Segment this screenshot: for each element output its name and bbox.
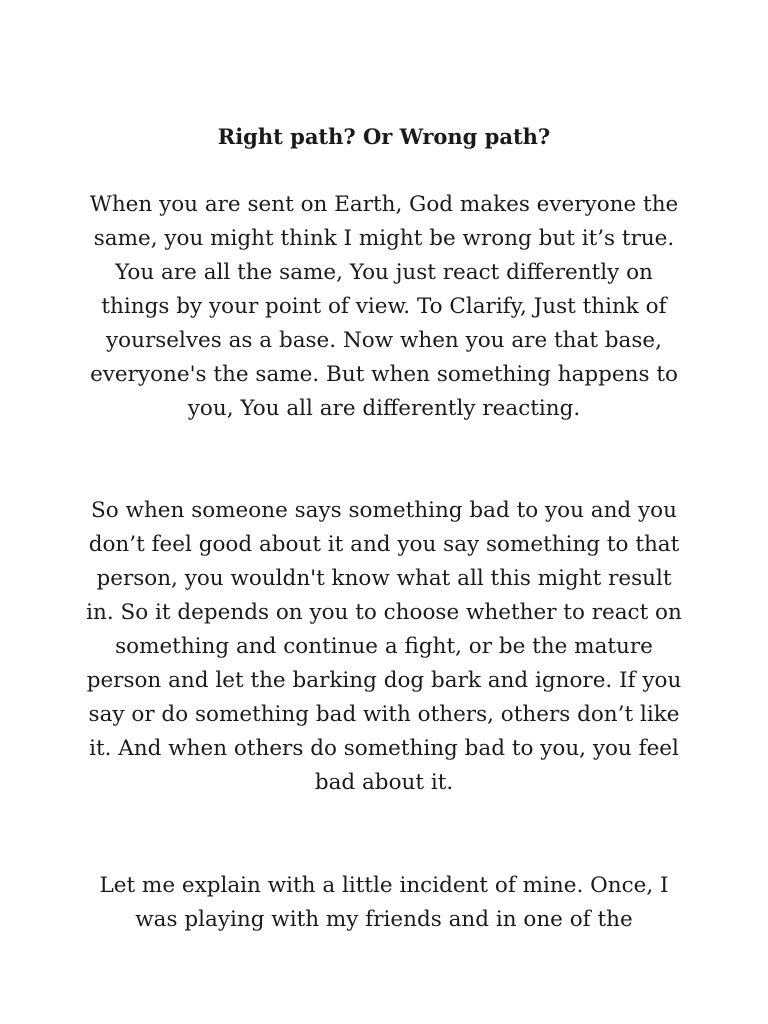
document-title: Right path? Or Wrong path?: [217, 124, 551, 149]
paragraph-3: Let me explain with a little incident of mine. Once, I was playing with my friends and in one of the: [99, 873, 669, 932]
paragraph-2: So when someone says something bad to you and you don’t feel good about it and you say something to that person, you wouldn't know what all this might result in. So it depends on you to choose whether to react on something and continue a fight, or be the mature person and let the barking dog bark and ignore. If you say or do something bad with others, others don’t like it. And when others do something bad to you, you feel bad about it.: [86, 498, 682, 795]
paragraph-1: When you are sent on Earth, God makes everyone the same, you might think I might be wrong but it’s true. You are all the same, You just react differently on things by your point of view. To Clarify, Just think of yourselves as a base. Now when you are that base, everyone's the same. But when something happens to you, You all are differently reacting.: [89, 192, 679, 421]
